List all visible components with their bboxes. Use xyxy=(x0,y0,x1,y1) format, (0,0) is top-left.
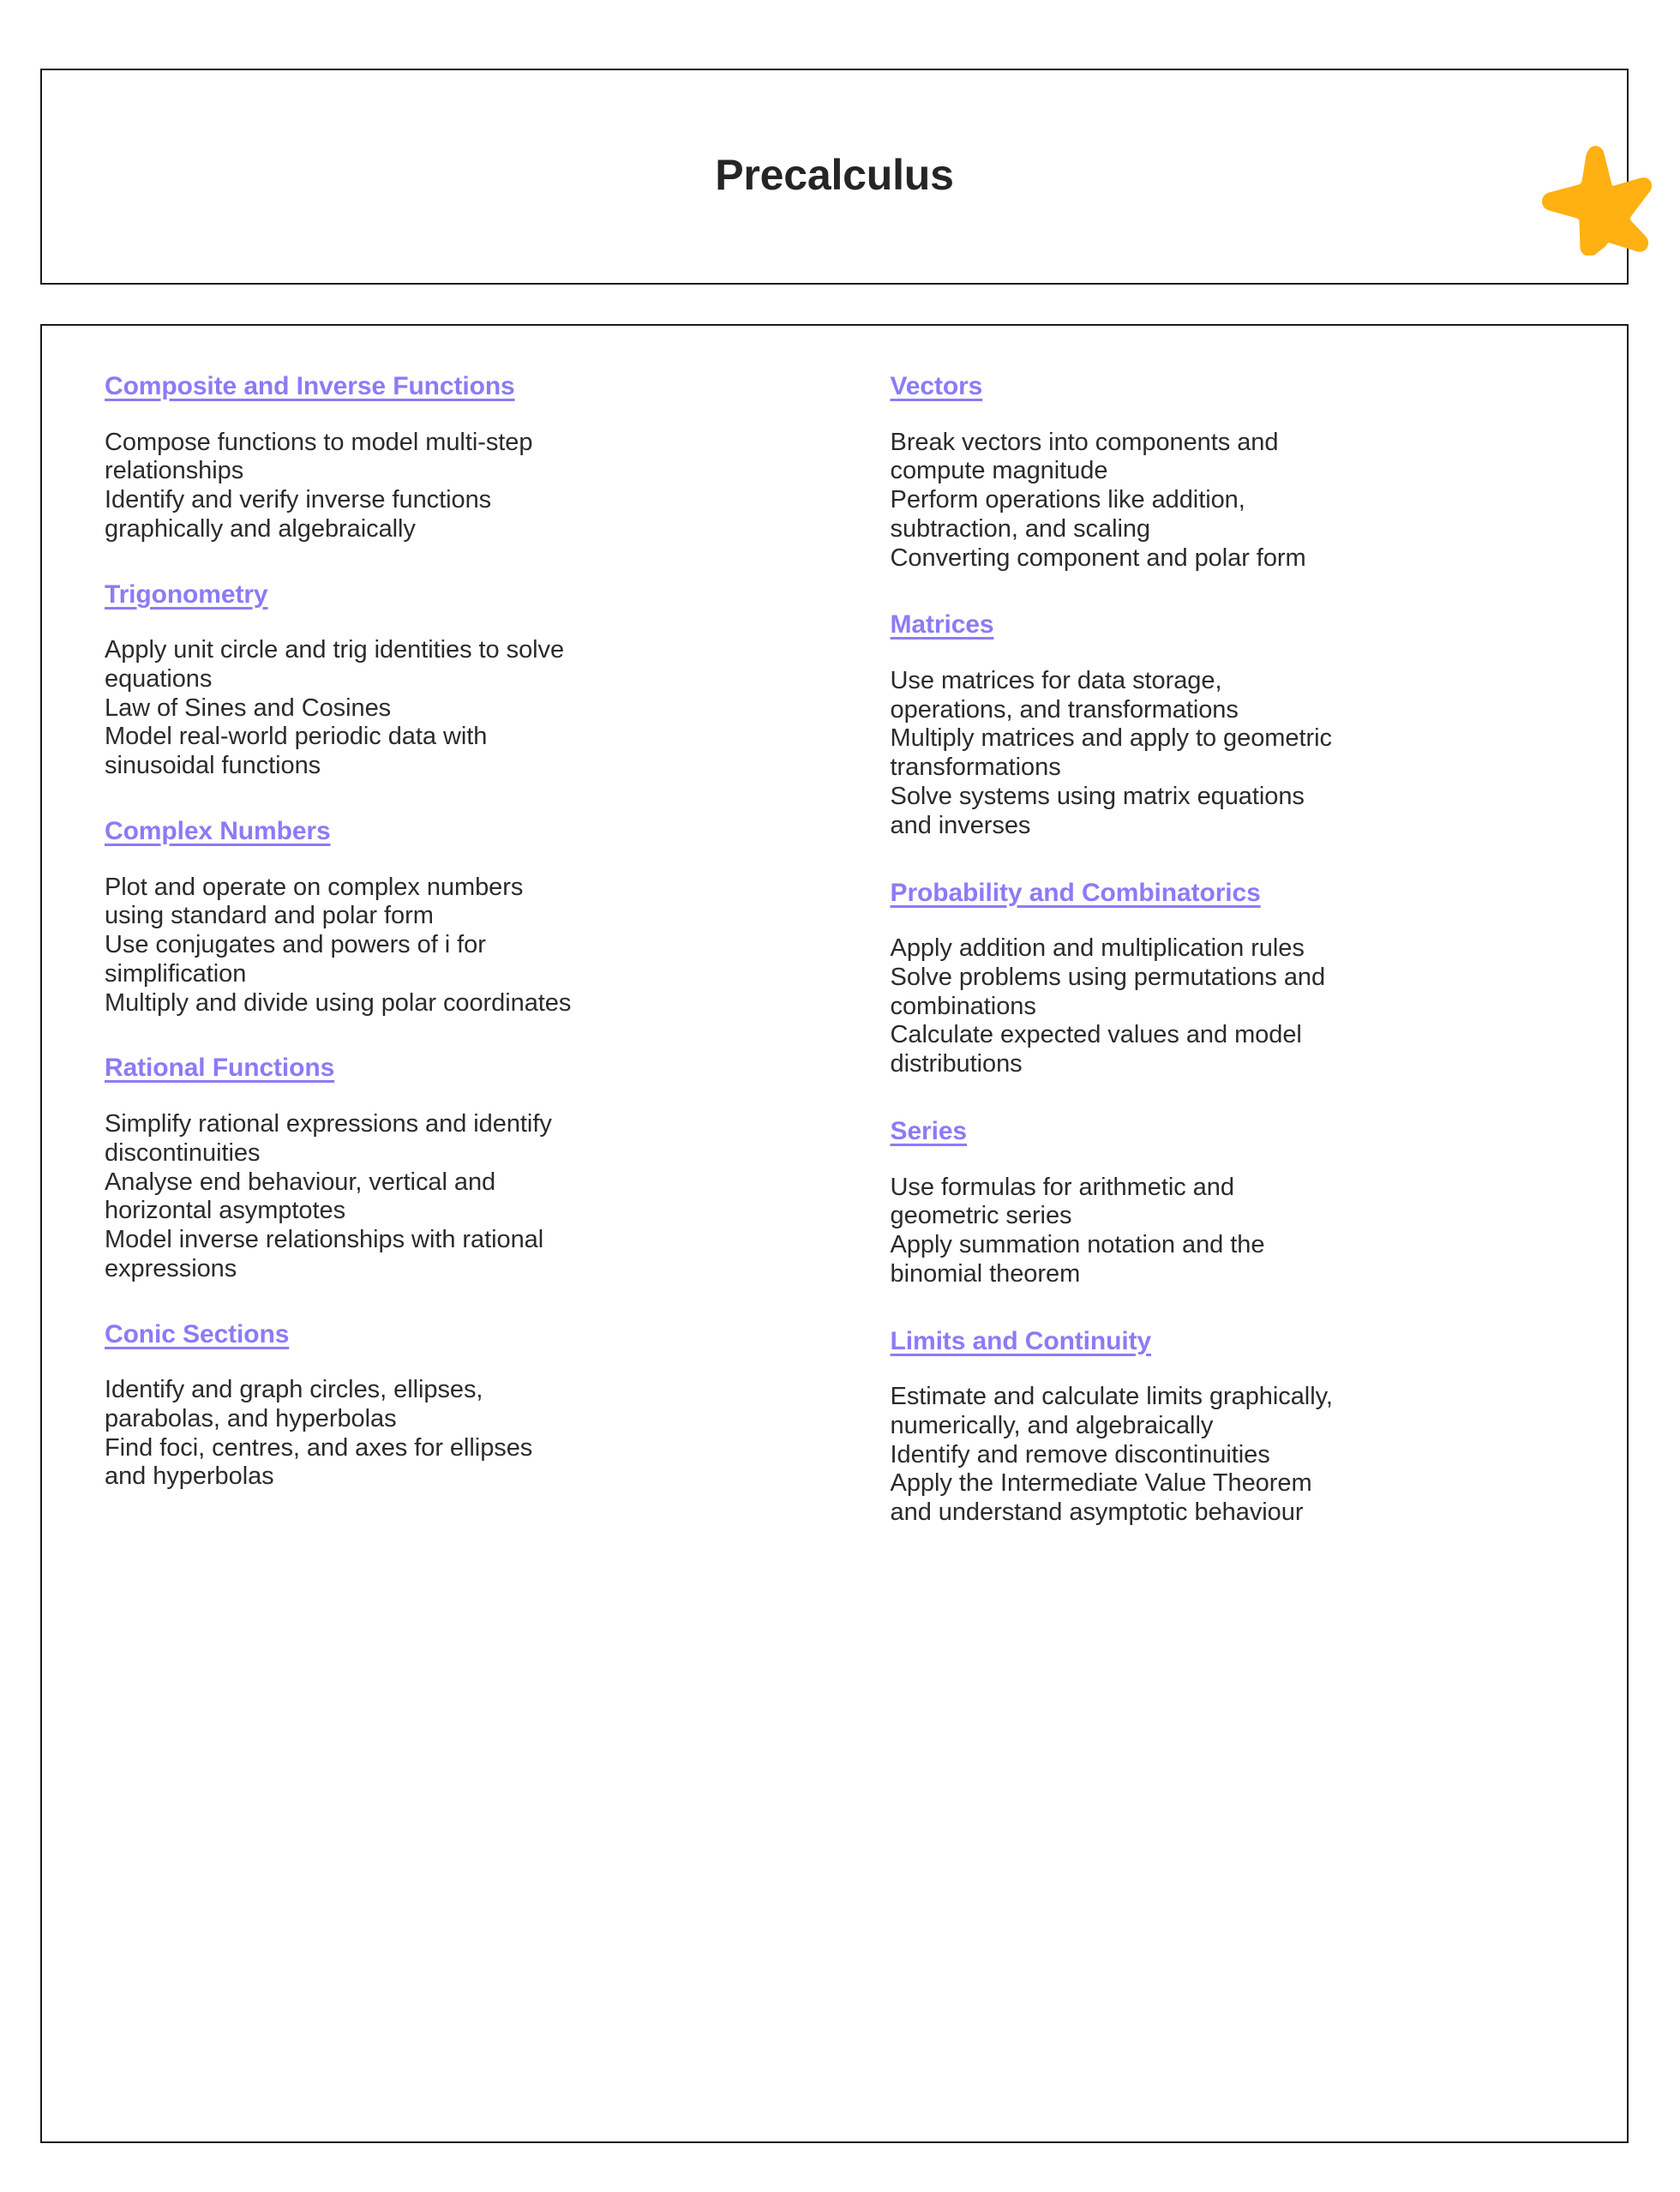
list-item: geometric series xyxy=(890,1202,1072,1230)
section-heading[interactable]: Complex Numbers xyxy=(105,817,331,846)
list-item: Identify and remove discontinuities xyxy=(890,1440,1270,1468)
list-item: transformations xyxy=(890,754,1061,782)
list-item: Simplify rational expressions and identify xyxy=(105,1109,552,1138)
section-body xyxy=(891,429,1589,574)
list-item: Apply addition and multiplication rules xyxy=(890,934,1305,963)
section-heading[interactable]: Conic Sections xyxy=(105,1319,290,1348)
section-heading[interactable]: Trigonometry xyxy=(105,580,268,609)
section-body xyxy=(891,1174,1589,1289)
section-heading[interactable]: Series xyxy=(890,1117,968,1145)
section-body xyxy=(891,934,1589,1079)
page-title: Precalculus xyxy=(715,150,954,199)
section-heading[interactable]: Composite and Inverse Functions xyxy=(105,372,515,400)
section-body xyxy=(891,667,1589,841)
section-conic-sections xyxy=(105,1318,831,1492)
list-item: and understand asymptotic behaviour xyxy=(890,1498,1304,1527)
section-series xyxy=(891,1115,1589,1289)
list-item: Converting component and polar form xyxy=(890,543,1306,572)
list-item: Solve problems using permutations and xyxy=(890,963,1326,991)
list-item: Estimate and calculate limits graphically, xyxy=(890,1383,1333,1411)
section-vectors xyxy=(891,370,1589,573)
section-trigonometry xyxy=(105,579,831,781)
section-limits-and-continuity xyxy=(891,1325,1589,1528)
list-item: Multiply and divide using polar coordinates xyxy=(105,988,572,1017)
list-item: compute magnitude xyxy=(890,457,1108,485)
section-body xyxy=(105,1376,831,1492)
left-column xyxy=(105,370,891,2124)
list-item: binomial theorem xyxy=(890,1259,1081,1288)
list-item: Multiply matrices and apply to geometric xyxy=(890,724,1332,753)
list-item: simplification xyxy=(105,959,247,988)
section-body xyxy=(105,1110,831,1284)
list-item: parabolas, and hyperbolas xyxy=(105,1404,397,1432)
list-item: graphically and algebraically xyxy=(105,514,416,543)
list-item: Apply the Intermediate Value Theorem xyxy=(890,1469,1312,1498)
list-item: Use matrices for data storage, xyxy=(890,666,1222,694)
section-rational-functions xyxy=(105,1052,831,1283)
section-body xyxy=(891,1383,1589,1528)
list-item: Identify and graph circles, ellipses, xyxy=(105,1376,483,1404)
section-complex-numbers xyxy=(105,815,831,1018)
list-item: Perform operations like addition, xyxy=(890,486,1245,514)
section-heading[interactable]: Limits and Continuity xyxy=(890,1326,1152,1355)
list-item: Law of Sines and Cosines xyxy=(105,694,392,722)
content-card xyxy=(40,324,1629,2143)
list-item: Use conjugates and powers of i for xyxy=(105,931,486,959)
list-item: using standard and polar form xyxy=(105,902,434,930)
list-item: expressions xyxy=(105,1254,237,1282)
list-item: Analyse end behaviour, vertical and xyxy=(105,1168,496,1196)
section-heading[interactable]: Matrices xyxy=(890,610,994,640)
list-item: combinations xyxy=(890,992,1036,1020)
list-item: Model inverse relationships with rational xyxy=(105,1226,544,1254)
list-item: Compose functions to model multi-step xyxy=(105,428,533,456)
list-item: operations, and transformations xyxy=(890,695,1239,724)
list-item: sinusoidal functions xyxy=(105,752,321,780)
right-column xyxy=(891,370,1589,2124)
list-item: and inverses xyxy=(890,811,1031,839)
list-item: equations xyxy=(105,664,213,693)
list-item: Calculate expected values and model xyxy=(890,1021,1302,1049)
list-item: Identify and verify inverse functions xyxy=(105,486,492,514)
list-item: subtraction, and scaling xyxy=(890,514,1151,543)
list-item: and hyperbolas xyxy=(105,1462,274,1491)
list-item: Use formulas for arithmetic and xyxy=(890,1173,1234,1201)
list-item: numerically, and algebraically xyxy=(890,1411,1214,1439)
section-heading[interactable]: Probability and Combinatorics xyxy=(890,878,1261,907)
list-item: horizontal asymptotes xyxy=(105,1197,346,1225)
section-composite-and-inverse-functions xyxy=(105,370,831,544)
list-item: Find foci, centres, and axes for ellipses xyxy=(105,1433,533,1462)
section-probability-and-combinatorics xyxy=(891,877,1589,1079)
list-item: Plot and operate on complex numbers xyxy=(105,873,524,901)
list-item: Model real-world periodic data with xyxy=(105,723,488,751)
list-item: discontinuities xyxy=(105,1138,261,1167)
list-item: Apply unit circle and trig identities to solve xyxy=(105,636,565,664)
section-body xyxy=(105,874,831,1018)
two-column-layout xyxy=(42,326,1627,2141)
section-heading[interactable]: Rational Functions xyxy=(105,1054,335,1083)
list-item: Solve systems using matrix equations xyxy=(890,783,1305,811)
section-matrices xyxy=(891,609,1589,840)
section-body xyxy=(105,429,831,544)
section-heading[interactable]: Vectors xyxy=(890,372,983,400)
list-item: Break vectors into components and xyxy=(890,428,1279,456)
header-card xyxy=(40,69,1629,285)
list-item: distributions xyxy=(890,1050,1023,1078)
list-item: Apply summation notation and the xyxy=(890,1231,1265,1259)
section-body xyxy=(105,636,831,781)
list-item: relationships xyxy=(105,457,244,485)
